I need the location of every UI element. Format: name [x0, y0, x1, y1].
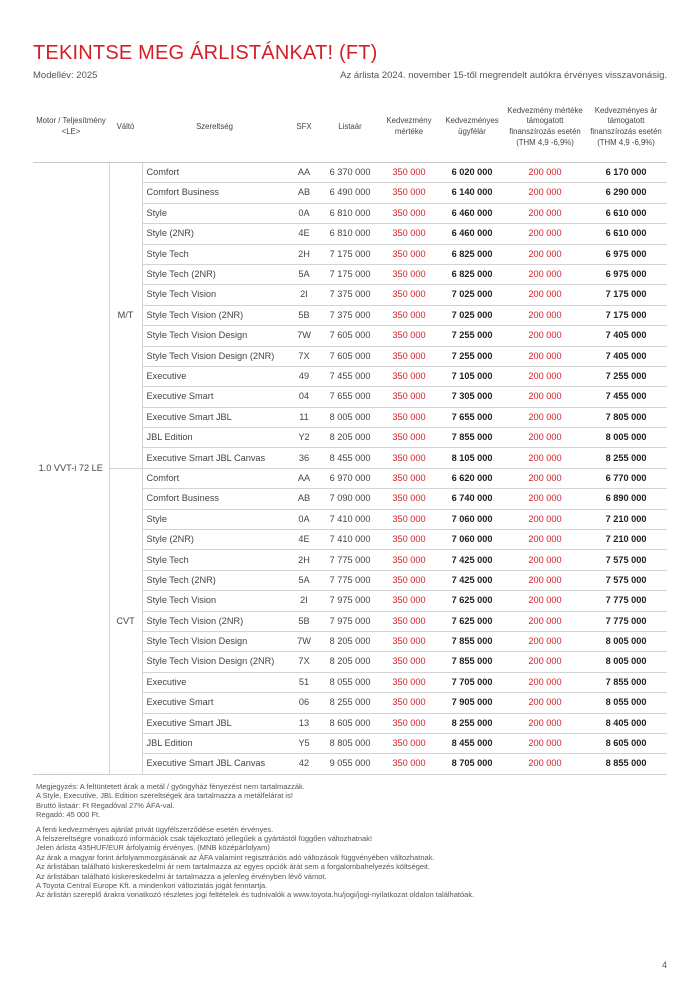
- variant-cell: Style Tech Vision (2NR): [142, 305, 287, 325]
- list-price-cell: 7 605 000: [321, 326, 379, 346]
- list-price-cell: 7 605 000: [321, 346, 379, 366]
- sfx-cell: 5B: [287, 305, 321, 325]
- list-price-cell: 6 970 000: [321, 468, 379, 488]
- finance-price-cell: 7 775 000: [585, 611, 667, 631]
- variant-cell: Comfort Business: [142, 489, 287, 509]
- discount-cell: 350 000: [379, 754, 439, 774]
- discount-cell: 350 000: [379, 591, 439, 611]
- customer-price-cell: 7 625 000: [439, 611, 505, 631]
- finance-discount-cell: 200 000: [505, 611, 585, 631]
- customer-price-cell: 7 425 000: [439, 570, 505, 590]
- footnote-line: A fenti kedvezményes ajánlat privát ügyfélszerződése esetén érvényes.: [36, 824, 274, 834]
- customer-price-cell: 7 625 000: [439, 591, 505, 611]
- finance-discount-cell: 200 000: [505, 672, 585, 692]
- discount-cell: 350 000: [379, 489, 439, 509]
- table-row: [33, 163, 667, 183]
- header-gearbox: Váltó: [109, 92, 142, 163]
- sfx-cell: 06: [287, 693, 321, 713]
- footnote-line: A Style, Executive, JBL Edition szereltségek ára tartalmazza a metálfelárat is!: [36, 791, 293, 801]
- list-price-cell: 8 805 000: [321, 733, 379, 753]
- finance-discount-cell: 200 000: [505, 489, 585, 509]
- finance-discount-cell: 200 000: [505, 468, 585, 488]
- discount-cell: 350 000: [379, 305, 439, 325]
- sfx-cell: AA: [287, 468, 321, 488]
- customer-price-cell: 8 255 000: [439, 713, 505, 733]
- discount-cell: 350 000: [379, 509, 439, 529]
- customer-price-cell: 6 140 000: [439, 183, 505, 203]
- finance-discount-cell: 200 000: [505, 203, 585, 223]
- variant-cell: Executive: [142, 366, 287, 386]
- finance-price-cell: 7 805 000: [585, 407, 667, 427]
- list-price-cell: 7 375 000: [321, 285, 379, 305]
- finance-price-cell: 7 255 000: [585, 366, 667, 386]
- gearbox-cell: CVT: [109, 468, 142, 774]
- finance-price-cell: 7 405 000: [585, 346, 667, 366]
- sfx-cell: 2I: [287, 591, 321, 611]
- customer-price-cell: 7 705 000: [439, 672, 505, 692]
- finance-discount-cell: 200 000: [505, 387, 585, 407]
- list-price-cell: 8 205 000: [321, 652, 379, 672]
- finance-discount-cell: 200 000: [505, 550, 585, 570]
- customer-price-cell: 8 105 000: [439, 448, 505, 468]
- finance-discount-cell: 200 000: [505, 713, 585, 733]
- finance-discount-cell: 200 000: [505, 693, 585, 713]
- finance-discount-cell: 200 000: [505, 733, 585, 753]
- list-price-cell: 7 975 000: [321, 591, 379, 611]
- discount-cell: 350 000: [379, 693, 439, 713]
- list-price-cell: 9 055 000: [321, 754, 379, 774]
- discount-cell: 350 000: [379, 468, 439, 488]
- footnotes: [36, 782, 676, 900]
- variant-cell: Comfort: [142, 468, 287, 488]
- finance-price-cell: 8 005 000: [585, 652, 667, 672]
- variant-cell: Style Tech Vision Design: [142, 326, 287, 346]
- finance-discount-cell: 200 000: [505, 530, 585, 550]
- sfx-cell: 51: [287, 672, 321, 692]
- header-finance-discount: Kedvezmény mértéke támogatott finanszírozás esetén (THM 4,9 -6,9%): [505, 92, 585, 163]
- sfx-cell: 4E: [287, 530, 321, 550]
- variant-cell: Style Tech Vision (2NR): [142, 611, 287, 631]
- customer-price-cell: 8 455 000: [439, 733, 505, 753]
- sfx-cell: 5B: [287, 611, 321, 631]
- sfx-cell: 7X: [287, 652, 321, 672]
- finance-price-cell: 6 890 000: [585, 489, 667, 509]
- finance-discount-cell: 200 000: [505, 448, 585, 468]
- discount-cell: 350 000: [379, 326, 439, 346]
- customer-price-cell: 7 255 000: [439, 326, 505, 346]
- sfx-cell: 7X: [287, 346, 321, 366]
- sfx-cell: 0A: [287, 509, 321, 529]
- variant-cell: Style Tech Vision Design (2NR): [142, 346, 287, 366]
- discount-cell: 350 000: [379, 428, 439, 448]
- list-price-cell: 7 410 000: [321, 509, 379, 529]
- discount-cell: 350 000: [379, 631, 439, 651]
- price-table: [33, 92, 667, 775]
- customer-price-cell: 6 740 000: [439, 489, 505, 509]
- footnote-line: Az árlistán szereplő árakra vonatkozó részletes jogi feltételek és tudnivalók a www.toyota.hu/jogi/jogi-nyilatkozat oldalon találhatóak.: [36, 890, 475, 900]
- footnote-line: Regadó: 45 000 Ft.: [36, 810, 101, 820]
- customer-price-cell: 7 855 000: [439, 428, 505, 448]
- finance-discount-cell: 200 000: [505, 652, 585, 672]
- list-price-cell: 7 975 000: [321, 611, 379, 631]
- sfx-cell: 36: [287, 448, 321, 468]
- sfx-cell: 2H: [287, 550, 321, 570]
- finance-discount-cell: 200 000: [505, 346, 585, 366]
- finance-price-cell: 8 255 000: [585, 448, 667, 468]
- finance-discount-cell: 200 000: [505, 509, 585, 529]
- variant-cell: Style Tech: [142, 550, 287, 570]
- footnote-line: Bruttó listaár: Ft Regadóval 27% ÁFA-val.: [36, 800, 175, 810]
- sfx-cell: 2H: [287, 244, 321, 264]
- customer-price-cell: 7 255 000: [439, 346, 505, 366]
- finance-price-cell: 7 575 000: [585, 550, 667, 570]
- discount-cell: 350 000: [379, 387, 439, 407]
- customer-price-cell: 7 105 000: [439, 366, 505, 386]
- list-price-cell: 8 205 000: [321, 428, 379, 448]
- list-price-cell: 7 775 000: [321, 570, 379, 590]
- finance-discount-cell: 200 000: [505, 285, 585, 305]
- discount-cell: 350 000: [379, 611, 439, 631]
- finance-discount-cell: 200 000: [505, 754, 585, 774]
- header-finance-price: Kedvezményes ár támogatott finanszírozás esetén (THM 4,9 -6,9%): [585, 92, 667, 163]
- list-price-cell: 8 005 000: [321, 407, 379, 427]
- list-price-cell: 7 090 000: [321, 489, 379, 509]
- variant-cell: Style (2NR): [142, 224, 287, 244]
- sfx-cell: 42: [287, 754, 321, 774]
- sfx-cell: 11: [287, 407, 321, 427]
- discount-cell: 350 000: [379, 203, 439, 223]
- variant-cell: JBL Edition: [142, 428, 287, 448]
- list-price-cell: 6 490 000: [321, 183, 379, 203]
- variant-cell: JBL Edition: [142, 733, 287, 753]
- variant-cell: Style (2NR): [142, 530, 287, 550]
- finance-price-cell: 8 855 000: [585, 754, 667, 774]
- engine-cell: 1.0 VVT-i 72 LE: [33, 163, 109, 775]
- customer-price-cell: 7 025 000: [439, 285, 505, 305]
- variant-cell: Style: [142, 509, 287, 529]
- discount-cell: 350 000: [379, 224, 439, 244]
- customer-price-cell: 7 305 000: [439, 387, 505, 407]
- finance-price-cell: 7 405 000: [585, 326, 667, 346]
- discount-cell: 350 000: [379, 550, 439, 570]
- header-engine: Motor / Teljesítmény <LE>: [33, 92, 109, 163]
- finance-price-cell: 6 290 000: [585, 183, 667, 203]
- finance-discount-cell: 200 000: [505, 631, 585, 651]
- sfx-cell: 5A: [287, 264, 321, 284]
- finance-price-cell: 8 605 000: [585, 733, 667, 753]
- sfx-cell: 4E: [287, 224, 321, 244]
- customer-price-cell: 7 425 000: [439, 550, 505, 570]
- variant-cell: Style Tech: [142, 244, 287, 264]
- finance-price-cell: 6 610 000: [585, 203, 667, 223]
- variant-cell: Style Tech (2NR): [142, 570, 287, 590]
- list-price-cell: 8 205 000: [321, 631, 379, 651]
- sfx-cell: 13: [287, 713, 321, 733]
- list-price-cell: 8 055 000: [321, 672, 379, 692]
- header-sfx: SFX: [287, 92, 321, 163]
- variant-cell: Comfort: [142, 163, 287, 183]
- sfx-cell: AB: [287, 489, 321, 509]
- finance-price-cell: 7 855 000: [585, 672, 667, 692]
- sfx-cell: AA: [287, 163, 321, 183]
- finance-price-cell: 7 210 000: [585, 509, 667, 529]
- validity-note: Az árlista 2024. november 15-től megrendelt autókra érvényes visszavonásig.: [340, 70, 667, 81]
- discount-cell: 350 000: [379, 163, 439, 183]
- footnote-line: Az árlistában található kiskereskedelmi ár tartalmazza a jelenleg érvényben lévő vámot.: [36, 871, 327, 881]
- customer-price-cell: 8 705 000: [439, 754, 505, 774]
- finance-price-cell: 7 175 000: [585, 305, 667, 325]
- finance-price-cell: 6 975 000: [585, 264, 667, 284]
- customer-price-cell: 6 825 000: [439, 264, 505, 284]
- variant-cell: Executive Smart: [142, 387, 287, 407]
- price-table-body: [33, 163, 667, 775]
- header-customer-price: Kedvezményes ügyfélár: [439, 92, 505, 163]
- finance-discount-cell: 200 000: [505, 183, 585, 203]
- header-list-price: Listaár: [321, 92, 379, 163]
- sfx-cell: Y5: [287, 733, 321, 753]
- variant-cell: Executive: [142, 672, 287, 692]
- list-price-cell: 6 370 000: [321, 163, 379, 183]
- finance-price-cell: 8 055 000: [585, 693, 667, 713]
- finance-discount-cell: 200 000: [505, 570, 585, 590]
- list-price-cell: 8 455 000: [321, 448, 379, 468]
- table-header-row: [33, 92, 667, 163]
- list-price-cell: 6 810 000: [321, 203, 379, 223]
- finance-discount-cell: 200 000: [505, 591, 585, 611]
- variant-cell: Executive Smart JBL Canvas: [142, 754, 287, 774]
- sfx-cell: 0A: [287, 203, 321, 223]
- discount-cell: 350 000: [379, 346, 439, 366]
- footnote-line: Jelen árlista 435HUF/EUR árfolyamig érvényes. (MNB középárfolyam): [36, 843, 270, 853]
- discount-cell: 350 000: [379, 570, 439, 590]
- finance-discount-cell: 200 000: [505, 163, 585, 183]
- footnote-line: Megjegyzés: A feltüntetett árak a metál / gyöngyház fényezést nem tartalmazzák.: [36, 782, 305, 791]
- customer-price-cell: 7 905 000: [439, 693, 505, 713]
- list-price-cell: 7 410 000: [321, 530, 379, 550]
- footnotes-group-top: [36, 782, 676, 820]
- discount-cell: 350 000: [379, 244, 439, 264]
- finance-price-cell: 7 775 000: [585, 591, 667, 611]
- finance-price-cell: 8 005 000: [585, 428, 667, 448]
- finance-price-cell: 7 175 000: [585, 285, 667, 305]
- customer-price-cell: 7 060 000: [439, 509, 505, 529]
- page-title: TEKINTSE MEG ÁRLISTÁNKAT! (FT): [33, 42, 378, 64]
- variant-cell: Executive Smart JBL Canvas: [142, 448, 287, 468]
- customer-price-cell: 6 460 000: [439, 224, 505, 244]
- finance-discount-cell: 200 000: [505, 224, 585, 244]
- customer-price-cell: 7 855 000: [439, 631, 505, 651]
- footnote-line: A felszereltségre vonatkozó információk csak tájékoztató jellegűek a gyártástól függően változhatnak!: [36, 834, 373, 844]
- finance-discount-cell: 200 000: [505, 428, 585, 448]
- discount-cell: 350 000: [379, 672, 439, 692]
- variant-cell: Executive Smart JBL: [142, 407, 287, 427]
- sfx-cell: 7W: [287, 326, 321, 346]
- header-discount: Kedvezmény mértéke: [379, 92, 439, 163]
- finance-discount-cell: 200 000: [505, 326, 585, 346]
- variant-cell: Executive Smart JBL: [142, 713, 287, 733]
- finance-price-cell: 8 005 000: [585, 631, 667, 651]
- customer-price-cell: 6 020 000: [439, 163, 505, 183]
- discount-cell: 350 000: [379, 183, 439, 203]
- variant-cell: Style Tech Vision Design (2NR): [142, 652, 287, 672]
- finance-price-cell: 7 455 000: [585, 387, 667, 407]
- finance-price-cell: 6 610 000: [585, 224, 667, 244]
- list-price-cell: 7 655 000: [321, 387, 379, 407]
- list-price-cell: 7 775 000: [321, 550, 379, 570]
- customer-price-cell: 7 855 000: [439, 652, 505, 672]
- page-number: 4: [661, 960, 667, 970]
- list-price-cell: 8 255 000: [321, 693, 379, 713]
- finance-discount-cell: 200 000: [505, 264, 585, 284]
- finance-price-cell: 6 170 000: [585, 163, 667, 183]
- list-price-cell: 6 810 000: [321, 224, 379, 244]
- list-price-cell: 8 605 000: [321, 713, 379, 733]
- discount-cell: 350 000: [379, 713, 439, 733]
- variant-cell: Style: [142, 203, 287, 223]
- variant-cell: Comfort Business: [142, 183, 287, 203]
- discount-cell: 350 000: [379, 448, 439, 468]
- list-price-cell: 7 375 000: [321, 305, 379, 325]
- variant-cell: Style Tech Vision Design: [142, 631, 287, 651]
- finance-price-cell: 7 210 000: [585, 530, 667, 550]
- sfx-cell: AB: [287, 183, 321, 203]
- footnote-line: Az árlistában található kiskereskedelmi ár nem tartalmazza az egyes opciók árát sem a forgalombahelyezés költségeit.: [36, 862, 430, 872]
- footnotes-group-bottom: [36, 825, 676, 900]
- discount-cell: 350 000: [379, 366, 439, 386]
- sfx-cell: 7W: [287, 631, 321, 651]
- variant-cell: Style Tech Vision: [142, 591, 287, 611]
- finance-discount-cell: 200 000: [505, 305, 585, 325]
- discount-cell: 350 000: [379, 285, 439, 305]
- finance-discount-cell: 200 000: [505, 244, 585, 264]
- sfx-cell: 04: [287, 387, 321, 407]
- discount-cell: 350 000: [379, 264, 439, 284]
- footnote-line: A Toyota Central Europe Kft. a mindenkori változtatás jogát fenntartja.: [36, 881, 268, 891]
- finance-price-cell: 6 770 000: [585, 468, 667, 488]
- finance-discount-cell: 200 000: [505, 407, 585, 427]
- variant-cell: Executive Smart: [142, 693, 287, 713]
- customer-price-cell: 7 060 000: [439, 530, 505, 550]
- finance-price-cell: 7 575 000: [585, 570, 667, 590]
- finance-discount-cell: 200 000: [505, 366, 585, 386]
- sfx-cell: 2I: [287, 285, 321, 305]
- discount-cell: 350 000: [379, 407, 439, 427]
- customer-price-cell: 6 825 000: [439, 244, 505, 264]
- variant-cell: Style Tech Vision: [142, 285, 287, 305]
- sfx-cell: Y2: [287, 428, 321, 448]
- list-price-cell: 7 175 000: [321, 264, 379, 284]
- discount-cell: 350 000: [379, 652, 439, 672]
- list-price-cell: 7 455 000: [321, 366, 379, 386]
- discount-cell: 350 000: [379, 530, 439, 550]
- footnote-line: Az árak a magyar forint árfolyammozgásának az ÁFA valamint regisztrációs adó változások függvényében változhatnak.: [36, 852, 435, 862]
- customer-price-cell: 7 025 000: [439, 305, 505, 325]
- discount-cell: 350 000: [379, 733, 439, 753]
- customer-price-cell: 6 460 000: [439, 203, 505, 223]
- customer-price-cell: 6 620 000: [439, 468, 505, 488]
- gearbox-cell: M/T: [109, 163, 142, 469]
- model-year: Modellév: 2025: [33, 70, 98, 81]
- header-variant: Szereltség: [142, 92, 287, 163]
- list-price-cell: 7 175 000: [321, 244, 379, 264]
- sfx-cell: 5A: [287, 570, 321, 590]
- sfx-cell: 49: [287, 366, 321, 386]
- customer-price-cell: 7 655 000: [439, 407, 505, 427]
- variant-cell: Style Tech (2NR): [142, 264, 287, 284]
- finance-price-cell: 6 975 000: [585, 244, 667, 264]
- table-row: [33, 468, 667, 488]
- finance-price-cell: 8 405 000: [585, 713, 667, 733]
